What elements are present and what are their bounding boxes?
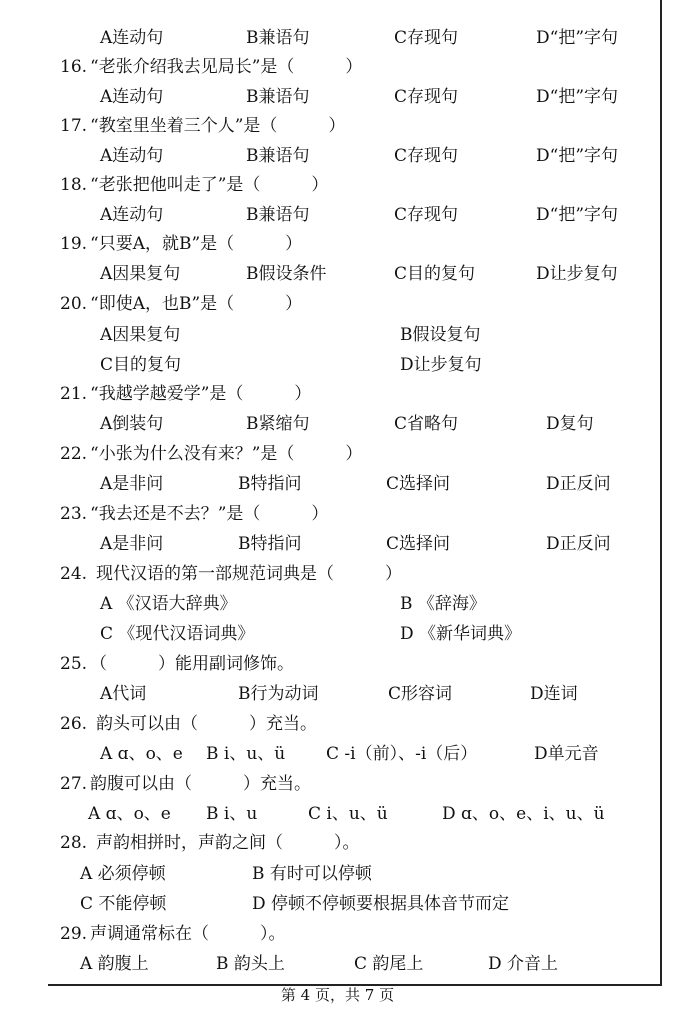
option: A是非问 [100,534,164,554]
page-footer: 第 4 页，共 7 页 [280,986,395,1004]
option: A因果复句 [100,325,181,345]
options-row [48,409,660,439]
option: B兼语句 [246,28,310,48]
question-stem [48,289,660,319]
option: A ɑ、o、e [100,744,183,764]
question-text: 声韵相拼时，声韵之间（ ）。 [96,833,360,853]
option: B i、u [206,804,258,824]
question-stem [48,559,660,589]
question-number: 27. [60,774,88,794]
question-text: （ ）能用副词修饰。 [90,654,294,674]
option: D正反问 [546,534,611,554]
options-row [48,259,660,289]
question-number: 24. [60,564,88,584]
option: A 必须停顿 [80,864,166,884]
option: A 《汉语大辞典》 [100,594,237,614]
question-text: “只要A，就B”是（ ） [90,234,303,254]
option: B特指问 [238,474,302,494]
question-number: 25. [60,654,88,674]
question-text: “我去还是不去？”是（ ） [90,504,329,524]
option: D连词 [530,684,578,704]
question-number: 18. [60,175,88,195]
question-text: “小张为什么没有来？”是（ ） [90,444,363,464]
question-stem [48,170,660,200]
option: D 停顿不停顿要根据具体音节而定 [252,894,510,914]
options-row [48,739,660,769]
option: C存现句 [394,146,459,166]
option: C目的复句 [100,355,182,375]
option: D 介音上 [488,954,559,974]
question-number: 16. [60,57,88,77]
option: A 韵腹上 [80,954,149,974]
option: B行为动词 [238,684,319,704]
question-text: 声调通常标在（ ）。 [90,924,286,944]
question-stem [48,111,660,141]
option: A是非问 [100,474,164,494]
page-frame [48,0,662,986]
options-row [48,949,660,979]
options-row [48,889,660,919]
question-number: 22. [60,444,88,464]
option: A ɑ、o、e [88,804,171,824]
option: B i、u、ü [206,744,286,764]
option: A连动句 [100,87,164,107]
option: B假设复句 [400,325,481,345]
question-number: 23. [60,504,88,524]
options-row [48,350,660,380]
option: D“把”字句 [536,146,619,166]
option: B兼语句 [246,87,310,107]
option: B紧缩句 [246,414,310,434]
option: D“把”字句 [536,28,619,48]
question-text: “即使A，也B”是（ ） [90,294,303,314]
option: D“把”字句 [536,87,619,107]
option: D复句 [546,414,594,434]
question-text: “教室里坐着三个人”是（ ） [90,116,346,136]
option: C省略句 [394,414,459,434]
option: C目的复句 [394,264,476,284]
option: D单元音 [534,744,599,764]
options-row [48,82,660,112]
question-stem [48,919,660,949]
options-row [48,529,660,559]
options-row [48,589,660,619]
question-stem [48,709,660,739]
question-stem [48,649,660,679]
option: C 韵尾上 [354,954,424,974]
option: D让步复句 [536,264,618,284]
option: D 《新华词典》 [400,624,522,644]
option: C 不能停顿 [80,894,167,914]
option: C存现句 [394,205,459,225]
option: B 有时可以停顿 [252,864,372,884]
option: A连动句 [100,28,164,48]
question-stem [48,769,660,799]
option: C i、u、ü [308,804,388,824]
option: B兼语句 [246,205,310,225]
option: A倒装句 [100,414,164,434]
option: D ɑ、o、e、i、u、ü [442,804,605,824]
option: B 《辞海》 [400,594,486,614]
options-row [48,23,660,53]
option: C选择问 [386,474,451,494]
options-row [48,799,660,829]
question-text: “老张介绍我去见局长”是（ ） [90,57,363,77]
question-text: 现代汉语的第一部规范词典是（ ） [96,564,402,584]
question-number: 26. [60,714,88,734]
question-text: “我越学越爱学”是（ ） [90,384,312,404]
option: C -i（前）、-i（后） [326,744,478,764]
option: A代词 [100,684,147,704]
option: C选择问 [386,534,451,554]
question-number: 21. [60,384,88,404]
options-row [48,141,660,171]
options-row [48,320,660,350]
question-text: 韵腹可以由（ ）充当。 [90,774,311,794]
question-stem [48,499,660,529]
option: C形容词 [388,684,453,704]
question-number: 17. [60,116,88,136]
question-number: 20. [60,294,88,314]
question-stem [48,52,660,82]
option: D让步复句 [400,355,482,375]
question-number: 29. [60,924,88,944]
option: A连动句 [100,146,164,166]
option: B假设条件 [246,264,327,284]
options-row [48,859,660,889]
question-stem [48,379,660,409]
options-row [48,469,660,499]
option: C 《现代汉语词典》 [100,624,255,644]
option: B兼语句 [246,146,310,166]
option: B 韵头上 [216,954,285,974]
question-text: 韵头可以由（ ）充当。 [96,714,317,734]
question-text: “老张把他叫走了”是（ ） [90,175,329,195]
options-row [48,619,660,649]
option: C存现句 [394,28,459,48]
option: D“把”字句 [536,205,619,225]
question-stem [48,229,660,259]
option: B特指问 [238,534,302,554]
question-number: 28. [60,833,88,853]
question-stem [48,828,660,858]
option: C存现句 [394,87,459,107]
option: A连动句 [100,205,164,225]
options-row [48,679,660,709]
question-stem [48,439,660,469]
question-number: 19. [60,234,88,254]
options-row [48,200,660,230]
option: D正反问 [546,474,611,494]
option: A因果复句 [100,264,181,284]
